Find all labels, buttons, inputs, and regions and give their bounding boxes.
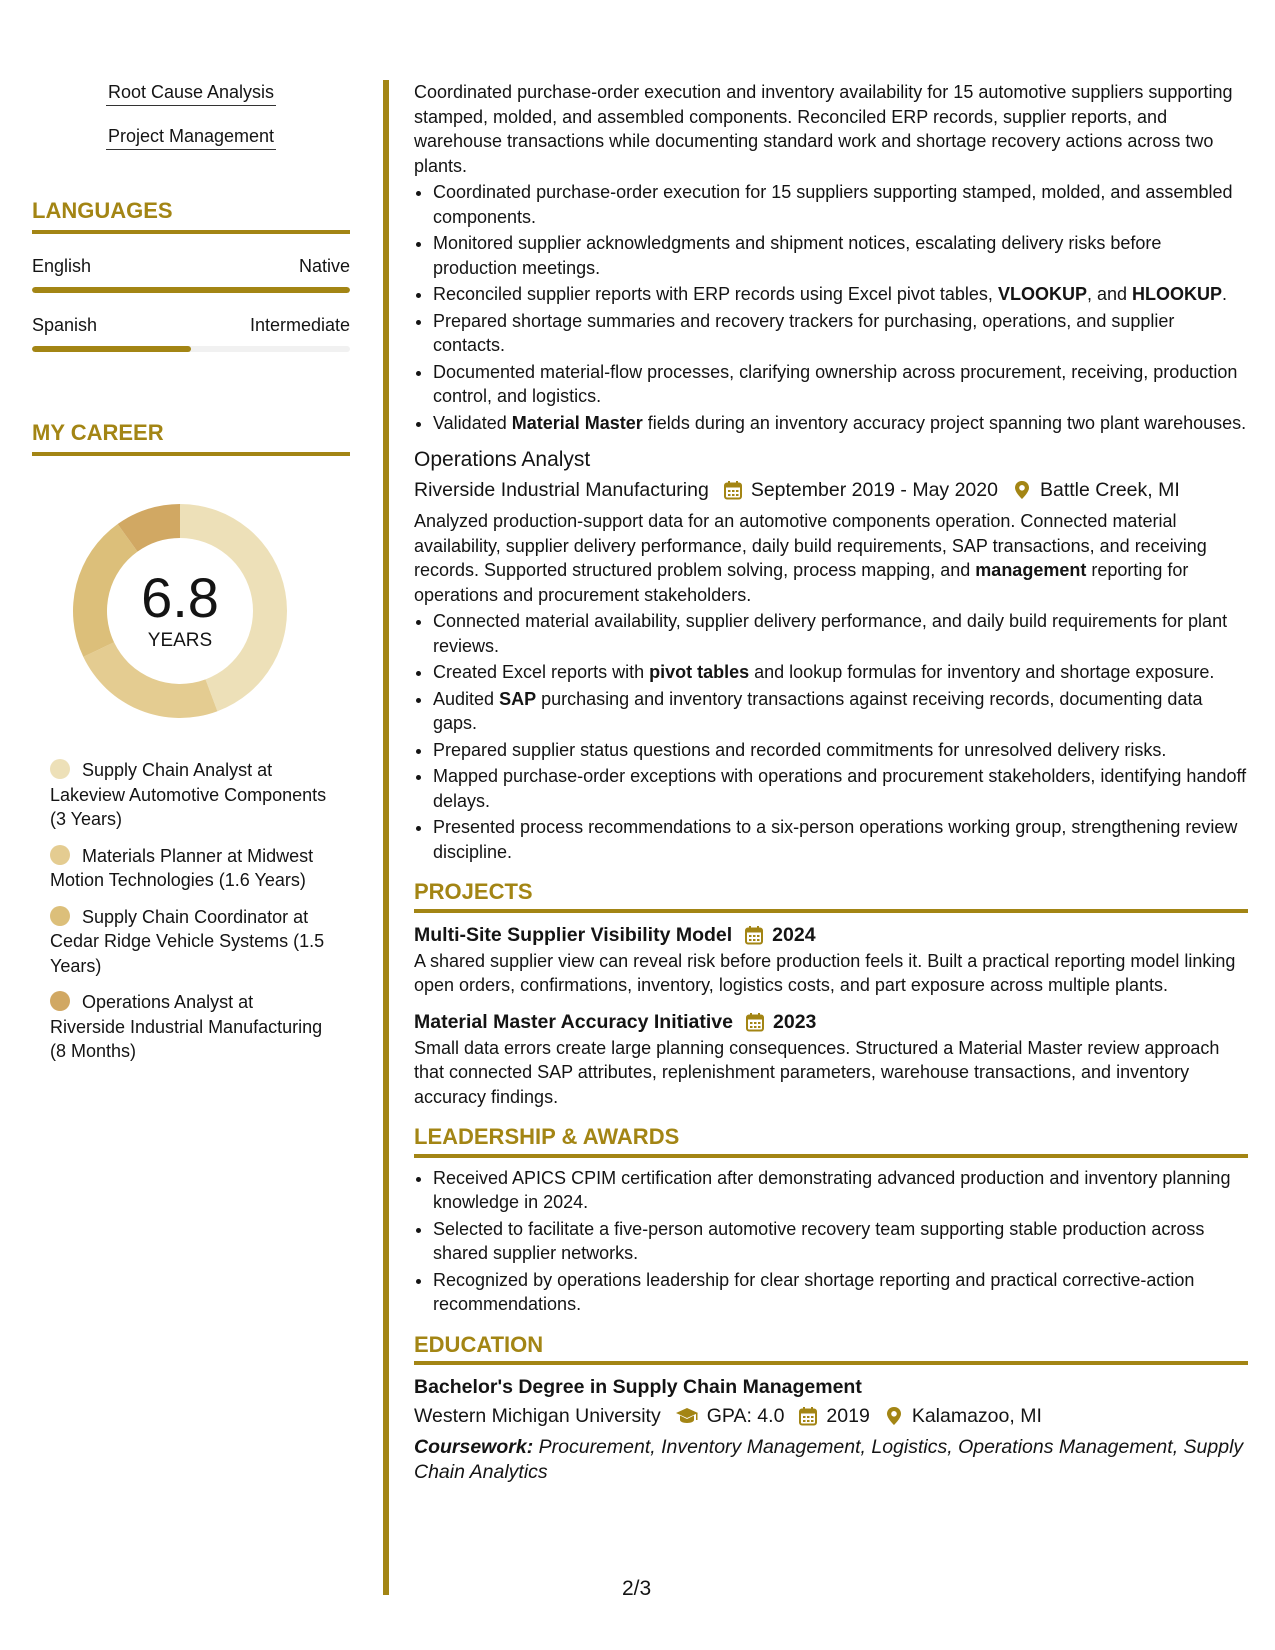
legend-label: Supply Chain Coordinator at Cedar Ridge Vehicle Systems (1.5 Years) xyxy=(50,906,325,976)
coursework xyxy=(414,1435,1248,1485)
job-meta xyxy=(414,475,1248,505)
project-year: 2023 xyxy=(773,1010,817,1033)
language-proficiency-fill xyxy=(32,346,191,352)
location-pin-icon xyxy=(1012,480,1032,500)
graduation-year: 2019 xyxy=(826,1405,870,1427)
job-dates: September 2019 - May 2020 xyxy=(750,479,998,501)
calendar-icon xyxy=(744,925,764,945)
job-summary: Coordinated purchase-order execution and inventory availability for 15 automotive suppliers supporting stamped, molded, and assembled components. Reconciled ERP records, supplier reports, and warehouse transactions while documenting standard work and shortage recovery actions across two plants. xyxy=(414,82,1233,176)
projects-heading: PROJECTS xyxy=(414,880,1248,913)
legend-item xyxy=(50,844,330,893)
career-donut-chart xyxy=(65,496,295,726)
location-pin-icon xyxy=(884,1406,904,1426)
career-legend xyxy=(50,758,330,1064)
awards-list xyxy=(414,1166,1248,1317)
job-bullet: • Coordinated purchase-order execution for 15 suppliers supporting stamped, molded, and assembled components. xyxy=(433,180,1248,229)
legend-dot xyxy=(50,759,70,779)
skill-item xyxy=(32,124,350,148)
job-bullets xyxy=(414,180,1248,435)
language-level: Intermediate xyxy=(249,315,350,335)
language-proficiency-bar xyxy=(32,287,350,293)
job-bullet: • Audited SAP purchasing and inventory transactions against receiving records, documenting data gaps. xyxy=(433,687,1248,736)
education-heading: EDUCATION xyxy=(414,1333,1248,1366)
gpa: GPA: 4.0 xyxy=(706,1405,785,1427)
legend-item xyxy=(50,990,330,1064)
page-number: 2/3 xyxy=(622,1577,652,1600)
job-bullet: • Created Excel reports with pivot tables and lookup formulas for inventory and shortage exposure. xyxy=(433,660,1248,685)
legend-label: Operations Analyst at Riverside Industrial Manufacturing (8 Months) xyxy=(50,992,323,1061)
job-location: Battle Creek, MI xyxy=(1039,479,1180,501)
award-item: • Received APICS CPIM certification after demonstrating advanced production and inventory planning knowledge in 2024. xyxy=(433,1166,1248,1215)
calendar-icon xyxy=(745,1012,765,1032)
language-proficiency-fill xyxy=(32,287,350,293)
legend-item xyxy=(50,758,330,832)
project-year: 2024 xyxy=(772,923,816,946)
legend-label: Supply Chain Analyst at Lakeview Automotive Components (3 Years) xyxy=(50,760,327,829)
calendar-icon xyxy=(798,1406,818,1426)
job-title: Operations Analyst xyxy=(414,448,591,471)
legend-dot xyxy=(50,991,70,1011)
career-total-years: 6.8 xyxy=(141,566,219,629)
graduation-cap-icon xyxy=(675,1406,699,1426)
legend-dot xyxy=(50,906,70,926)
job-bullets xyxy=(414,609,1248,864)
skill-item xyxy=(32,80,350,104)
coursework-label: Coursework: xyxy=(414,1436,534,1458)
coursework-list: Procurement, Inventory Management, Logistics, Operations Management, Supply Chain Analytics xyxy=(414,1436,1244,1483)
skill-label: Root Cause Analysis xyxy=(106,82,276,106)
skill-label: Project Management xyxy=(106,126,276,150)
award-item: • Selected to facilitate a five-person automotive recovery team supporting stable production across shared supplier networks. xyxy=(433,1217,1248,1266)
project-description: A shared supplier view can reveal risk before production feels it. Built a practical reporting model linking open orders, confirmations, inventory, logistics costs, and part exposure across multiple plants. xyxy=(414,950,1236,995)
language-proficiency-bar xyxy=(32,346,350,352)
job-bullet: • Presented process recommendations to a six-person operations working group, strengthening review discipline. xyxy=(433,815,1248,864)
project-name: Material Master Accuracy Initiative xyxy=(414,1010,733,1033)
right-column xyxy=(414,80,1248,1485)
school-name: Western Michigan University xyxy=(414,1405,661,1427)
language-entry xyxy=(32,256,350,293)
job-bullet: • Validated Material Master fields during an inventory accuracy project spanning two plant warehouses. xyxy=(433,411,1248,436)
awards-heading: LEADERSHIP & AWARDS xyxy=(414,1125,1248,1158)
language-entry xyxy=(32,315,350,352)
job-bullet: • Reconciled supplier reports with ERP records using Excel pivot tables, VLOOKUP, and HLOOKUP. xyxy=(433,282,1248,307)
language-name: Spanish xyxy=(32,315,98,335)
award-item: • Recognized by operations leadership for clear shortage reporting and practical corrective-action recommendations. xyxy=(433,1268,1248,1317)
left-column xyxy=(32,80,350,1076)
job-bullet: • Mapped purchase-order exceptions with operations and procurement stakeholders, identifying handoff delays. xyxy=(433,764,1248,813)
job-company: Riverside Industrial Manufacturing xyxy=(414,479,709,501)
job-bullet: • Monitored supplier acknowledgments and shipment notices, escalating delivery risks before production meetings. xyxy=(433,231,1248,280)
job-bullet: • Prepared shortage summaries and recovery trackers for purchasing, operations, and supplier contacts. xyxy=(433,309,1248,358)
calendar-icon xyxy=(723,480,743,500)
project-entry xyxy=(414,921,1248,998)
job-bullet: • Connected material availability, supplier delivery performance, and daily build requirements for plant reviews. xyxy=(433,609,1248,658)
education-meta xyxy=(414,1401,1248,1431)
project-entry xyxy=(414,1008,1248,1110)
job-bullet: • Prepared supplier status questions and recorded commitments for unresolved delivery risks. xyxy=(433,738,1248,763)
job-summary: Analyzed production-support data for an automotive components operation. Connected material availability, supplier delivery performance, daily build requirements, SAP transactions, and receiving records. Supported structured problem solving, process mapping, and management reporting for operations and procurement stakeholders. xyxy=(414,511,1207,605)
job-bullet: • Documented material-flow processes, clarifying ownership across procurement, receiving, production control, and logistics. xyxy=(433,360,1248,409)
legend-dot xyxy=(50,845,70,865)
legend-label: Materials Planner at Midwest Motion Technologies (1.6 Years) xyxy=(50,845,314,890)
legend-item xyxy=(50,905,330,979)
career-years-unit: YEARS xyxy=(147,630,213,651)
language-name: English xyxy=(32,256,92,276)
column-divider xyxy=(383,80,389,1595)
project-name: Multi-Site Supplier Visibility Model xyxy=(414,923,733,946)
languages-heading: LANGUAGES xyxy=(32,198,350,234)
language-level: Native xyxy=(298,256,350,276)
school-location: Kalamazoo, MI xyxy=(911,1405,1042,1427)
degree-title: Bachelor's Degree in Supply Chain Management xyxy=(414,1376,862,1398)
career-heading: MY CAREER xyxy=(32,420,350,456)
project-description: Small data errors create large planning consequences. Structured a Material Master review approach that connected SAP attributes, replenishment parameters, warehouse transactions, and inventory accuracy findings. xyxy=(414,1037,1220,1107)
